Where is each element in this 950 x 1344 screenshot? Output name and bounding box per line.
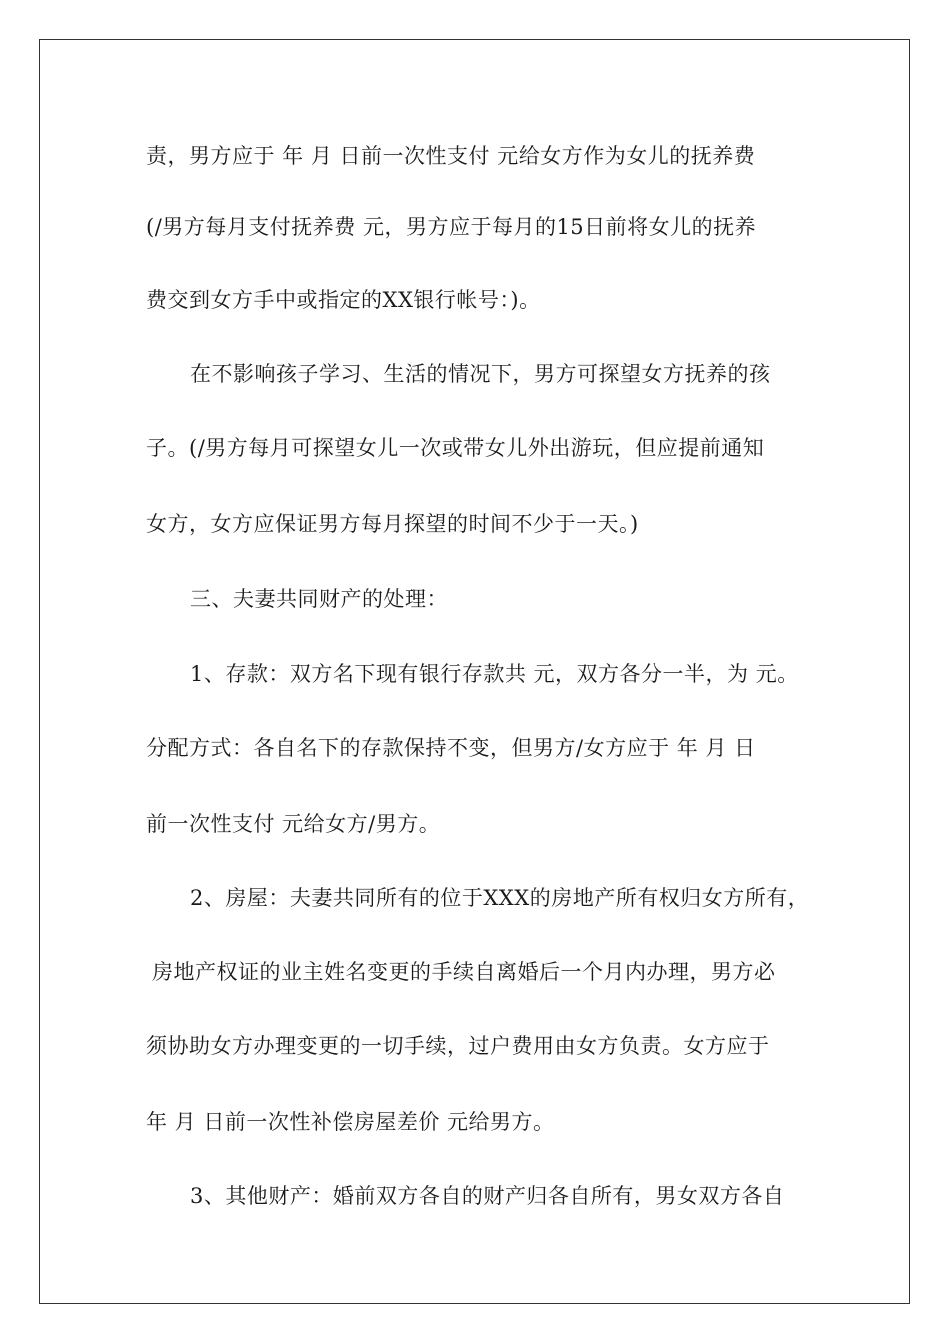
text-line-6: 女方，女方应保证男方每月探望的时间不少于一天。) — [146, 512, 639, 536]
text-line-13: 须协助女方办理变更的一切手续，过户费用由女方负责。女方应于 — [146, 1034, 770, 1058]
text-line-2: (/男方每月支付抚养费 元，男方应于每月的15日前将女儿的抚养 — [146, 215, 757, 239]
text-line-14: 年 月 日前一次性补偿房屋差价 元给男方。 — [146, 1110, 555, 1134]
text-line-15: 3、其他财产：婚前双方各自的财产归各自所有，男女双方各自 — [190, 1184, 785, 1208]
text-line-12: 房地产权证的业主姓名变更的手续自离婚后一个月内办理，男方必 — [152, 960, 776, 984]
text-line-3: 费交到女方手中或指定的XX银行帐号：)。 — [146, 288, 541, 312]
section-heading-property: 三、夫妻共同财产的处理： — [190, 587, 448, 611]
text-line-4: 在不影响孩子学习、生活的情况下，男方可探望女方抚养的孩 — [190, 362, 771, 386]
text-line-11: 2、房屋：夫妻共同所有的位于XXX的房地产所有权归女方所有， — [190, 886, 810, 910]
text-line-9: 分配方式：各自名下的存款保持不变，但男方/女方应于 年 月 日 — [146, 736, 756, 760]
text-line-5: 子。(/男方每月可探望女儿一次或带女儿外出游玩，但应提前通知 — [146, 436, 765, 460]
text-line-10: 前一次性支付 元给女方/男方。 — [146, 812, 441, 836]
text-line-8: 1、存款：双方名下现有银行存款共 元，双方各分一半，为 元。 — [190, 662, 799, 686]
text-line-1: 责，男方应于 年 月 日前一次性支付 元给女方作为女儿的抚养费 — [146, 144, 756, 168]
